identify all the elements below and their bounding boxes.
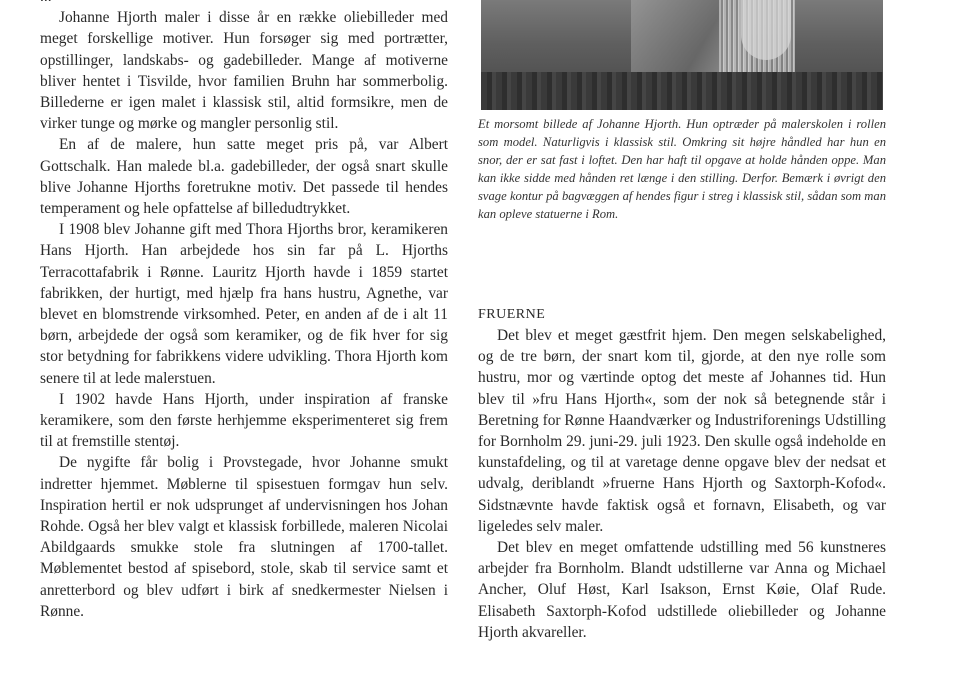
left-text-column <box>40 0 448 622</box>
section-heading: FRUERNE <box>478 307 546 322</box>
paragraph: Det blev et meget gæstfrit hjem. Den megen selskabelighed, og de tre børn, der snart kom til, gjorde, at den nye rolle som hustru, mor og værtinde optog det meste af Johannes tid. Hun blev til »fru Hans Hjorth«, som der nok så betegnende står i Beretning for Rønne Haandværker og Industriforenings Udstilling for Bornholm 29. juni-29. juli 1923. Den skulle også indeholde en kunstafdeling, og til at varetage denne opgave blev der nedsat et udvalg, deriblandt »fruerne Hans Hjorth og Saxtorph-Kofod«. Sidstnævnte havde faktisk også et fornavn, Elisabeth, og var ligeledes selv maler. <box>478 327 886 535</box>
paragraph: En af de malere, hun satte meget pris på, var Albert Gottschalk. Han malede bl.a. gadebilleder, der også snart skulle blive Johanne Hjorths foretrukne motiv. Det passede til hendes temperament og hele opfattelse af billedudtrykket. <box>40 136 448 218</box>
paragraph: Det blev en meget omfattende udstilling med 56 kunstneres arbejder fra Bornholm. Blandt udstillerne var Anna og Michael Ancher, Oluf Høst, Karl Isakson, Ernst Køie, Olaf Rude. Elisabeth Saxtorph-Kofod udstillede oliebilleder og Johanne Hjorth akvareller. <box>478 539 886 641</box>
paragraph: Johanne Hjorth maler i disse år en række oliebilleder med meget forskellige motiver. Hun forsøger sig med portrætter, opstillinger, landskabs- og gadebilleder. Mange af motiverne bliver hentet i Tisvilde, hvor familien Bruhn har sommerbolig. Billederne er igen malet i klassisk stil, altid formsikre, men de virker tunge og mørke og mangler personlig stil. <box>40 9 448 133</box>
paragraph: I 1902 havde Hans Hjorth, under inspiration af franske keramikere, som den første herhjemme eksperimenteret sig frem til at fremstille stentøj. <box>40 390 448 451</box>
photo-figure <box>741 0 791 60</box>
cut-off-text-fragment <box>40 0 448 7</box>
photo-caption: Et morsomt billede af Johanne Hjorth. Hun optræder på malerskolen i rollen som model. Naturligvis i klassisk stil. Omkring sit højre håndled har hun en snor, der er sat fast i loftet. Den har haft til opgave at holde hånden oppe. Man kan ikke sidde med hånden ret længe i den stilling. Derfor. Bemærk i øvrigt den svage kontur på bagvæggen af hendes figur i streg i klassisk stil, sådan som man kan opleve statuerne i Rom. <box>478 117 886 221</box>
paragraph: De nygifte får bolig i Provstegade, hvor Johanne smukt indretter hjemmet. Møblerne til spisestuen formgav hun selv. Inspiration hertil er nok udsprunget af undervisningen hos Johan Rohde. Også her blev valgt et klassisk forbillede, maleren Nicolai Abildgaards smukke stole fra slutningen af 1700-tallet. Møblementet bestod af spisebord, stole, skab til service samt et anretterbord og blev udført i birk af snedkermester Nielsen i Rønne. <box>40 454 448 620</box>
right-text-column <box>478 306 886 643</box>
photo-bench <box>481 72 883 110</box>
paragraph: I 1908 blev Johanne gift med Thora Hjorths bror, keramikeren Hans Hjorth. Han arbejdede hos sin far på L. Hjorths Terracottafabrik i Rønne. Lauritz Hjorth havde i 1859 startet fabrikken, der hurtigt, med hjælp fra hans hustru, Agnethe, var blevet en blomstrende virksomhed. Peter, en anden af de i alt 11 børn, arbejdede der også som keramiker, og de fik hver for sig stor betydning for fabrikkens videre udvikling. Thora Hjorth kom senere til at lede malerstuen. <box>40 221 448 387</box>
photograph <box>481 0 883 110</box>
